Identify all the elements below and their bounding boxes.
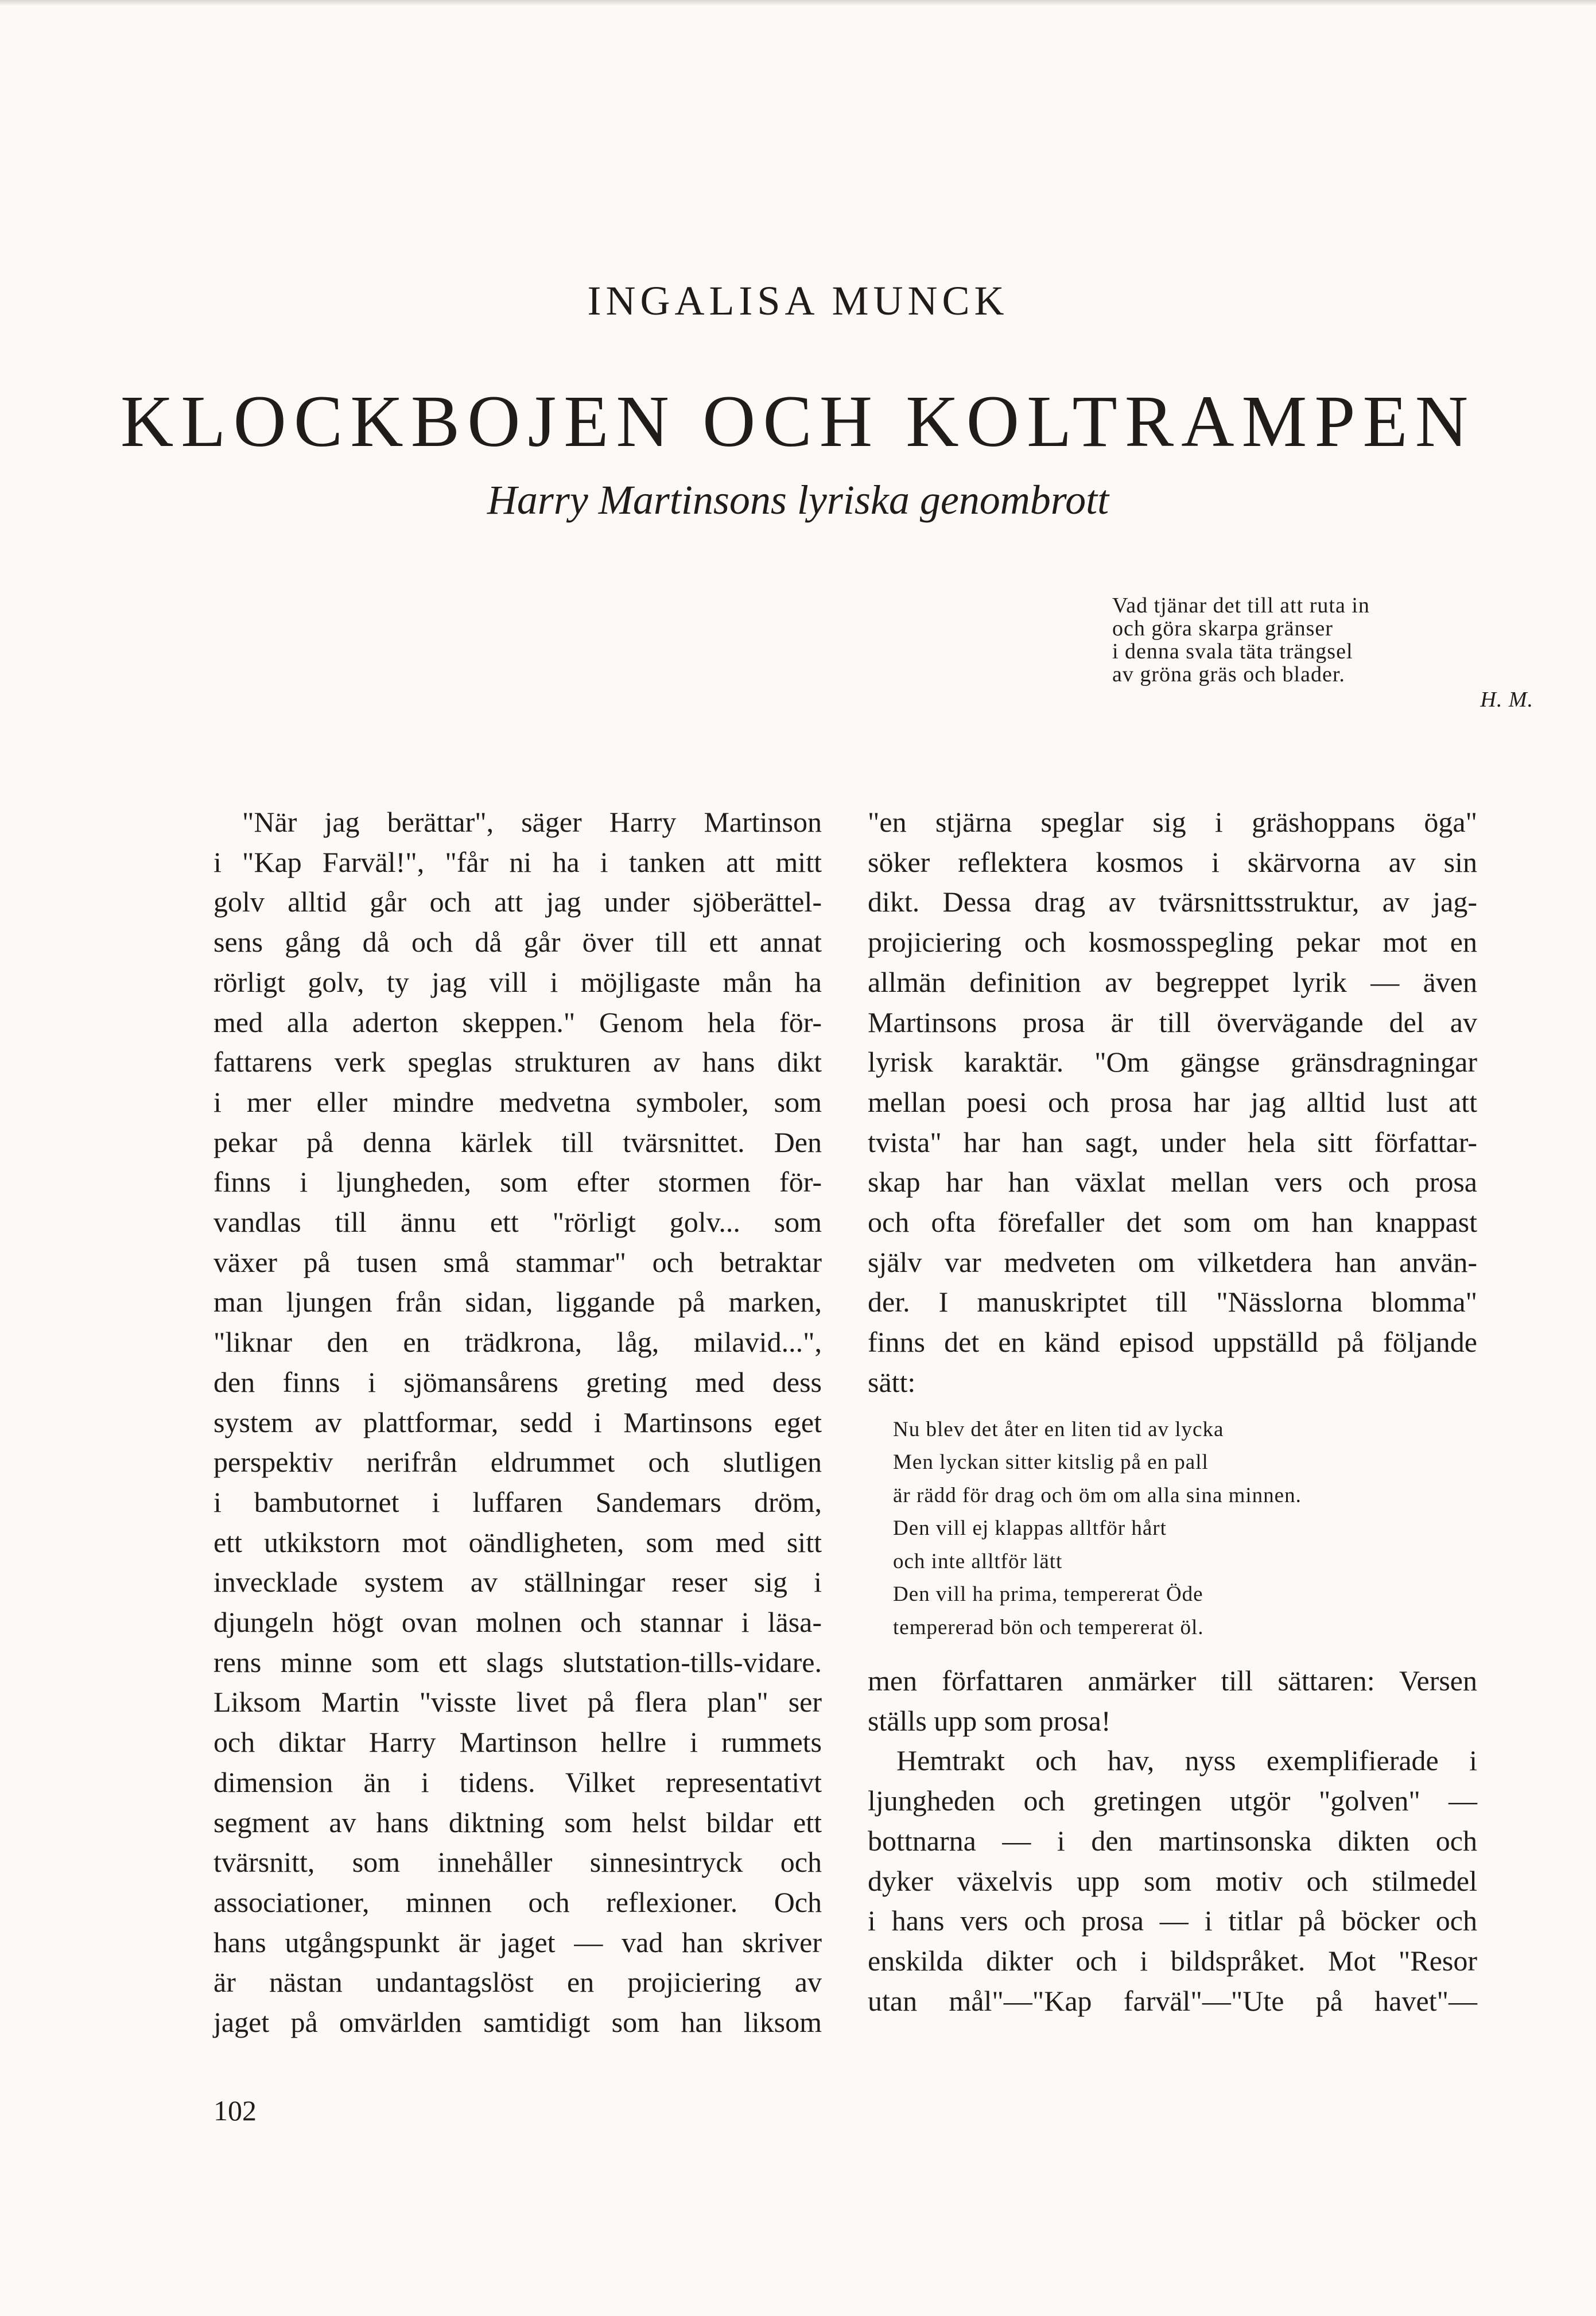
text-line: Martinsons prosa är till övervägande del av — [868, 1006, 1477, 1038]
poem-line: Den vill ej klappas alltför hårt — [893, 1516, 1167, 1541]
right-column — [868, 802, 1477, 2021]
text-line: lyrisk karaktär. "Om gängse gränsdragningar — [868, 1046, 1477, 1079]
text-line: är nästan undantagslöst en projiciering av — [213, 1966, 822, 1999]
text-line: finns det en känd episod uppställd på följande — [868, 1326, 1477, 1359]
text-line: och ofta förefaller det som om han knappast — [868, 1206, 1477, 1239]
text-line: tvärsnitt, som innehåller sinnesintryck och — [213, 1846, 822, 1879]
text-line: associationer, minnen och reflexioner. Och — [213, 1886, 822, 1918]
poem-block — [893, 1413, 1477, 1644]
text-line: fattarens verk speglas strukturen av hans dikt — [213, 1046, 822, 1079]
article-subtitle: Harry Martinsons lyriska genombrott — [487, 477, 1109, 523]
text-line: rens minne som ett slags slutstation-tills-vidare. — [213, 1646, 822, 1678]
text-line: projiciering och kosmosspegling pekar mot en — [868, 926, 1477, 959]
text-line: växer på tusen små stammar" och betraktar — [213, 1246, 822, 1278]
text-line: Liksom Martin "visste livet på flera plan" ser — [213, 1686, 822, 1718]
poem-line: Den vill ha prima, tempererat Öde — [893, 1582, 1203, 1607]
text-line: ett utkikstorn mot oändligheten, som med sitt — [213, 1526, 822, 1558]
text-line: i bambutornet i luffaren Sandemars dröm, — [213, 1485, 822, 1518]
text-line: den finns i sjömansårens greting med dess — [213, 1365, 822, 1398]
text-line: "När jag berättar", säger Harry Martinson — [242, 806, 822, 838]
text-line: finns i ljungheden, som efter stormen för- — [213, 1166, 822, 1198]
text-line: tvista" har han sagt, under hela sitt författar- — [868, 1126, 1477, 1158]
text-line: själv var medveten om vilketdera han använ- — [868, 1246, 1477, 1278]
text-line: hans utgångspunkt är jaget — vad han skriver — [213, 1926, 822, 1958]
text-line: pekar på denna kärlek till tvärsnittet. Den — [213, 1126, 822, 1158]
text-line: "liknar den en trädkrona, låg, milavid...", — [213, 1326, 822, 1359]
text-line: vandlas till ännu ett "rörligt golv... som — [213, 1206, 822, 1239]
poem-line: Nu blev det åter en liten tid av lycka — [893, 1417, 1224, 1441]
text-line: perspektiv nerifrån eldrummet och slutligen — [213, 1446, 822, 1479]
poem-line: och inte alltför lätt — [893, 1549, 1063, 1573]
article-title: KLOCKBOJEN OCH KOLTRAMPEN — [120, 381, 1476, 462]
text-line: jaget på omvärlden samtidigt som han liksom — [213, 2006, 822, 2039]
text-line: mellan poesi och prosa har jag alltid lust att — [868, 1085, 1477, 1118]
page-edge-shadow — [0, 0, 1596, 6]
text-line: dikt. Dessa drag av tvärsnittsstruktur, av jag- — [868, 886, 1477, 918]
poem-line: Men lyckan sitter kitslig på en pall — [893, 1450, 1209, 1475]
text-line: der. I manuskriptet till "Nässlorna blomma" — [868, 1286, 1477, 1318]
text-line: allmän definition av begreppet lyrik — även — [868, 965, 1477, 998]
text-line: man ljungen från sidan, liggande på marken, — [213, 1286, 822, 1318]
left-column — [213, 802, 822, 2043]
text-line: system av plattformar, sedd i Martinsons eget — [213, 1406, 822, 1438]
text-line: men författaren anmärker till sättaren: Versen — [868, 1665, 1477, 1697]
text-line: skap har han växlat mellan vers och prosa — [868, 1166, 1477, 1198]
text-line: Hemtrakt och hav, nyss exemplifierade i — [896, 1744, 1477, 1777]
epigraph-line: i denna svala täta trängsel — [1112, 639, 1353, 664]
text-line: djungeln högt ovan molnen och stannar i läsa- — [213, 1606, 822, 1639]
epigraph-signature: H. M. — [1480, 688, 1533, 712]
page-number: 102 — [213, 2094, 257, 2127]
text-line: dyker växelvis upp som motiv och stilmedel — [868, 1864, 1477, 1897]
text-line: enskilda dikter och i bildspråket. Mot "Resor — [868, 1944, 1477, 1977]
author-name: INGALISA MUNCK — [587, 278, 1009, 324]
text-line: med alla aderton skeppen." Genom hela för- — [213, 1006, 822, 1038]
epigraph-line: Vad tjänar det till att ruta in — [1112, 593, 1370, 618]
epigraph-line: av gröna gräs och blader. — [1112, 662, 1345, 686]
text-line: bottnarna — i den martinsonska dikten och — [868, 1824, 1477, 1857]
poem-line: tempererad bön och tempererat öl. — [893, 1615, 1204, 1639]
text-line: sätt: — [868, 1365, 916, 1398]
epigraph — [1112, 594, 1548, 711]
text-line: ställs upp som prosa! — [868, 1704, 1111, 1737]
text-line: i mer eller mindre medvetna symboler, som — [213, 1085, 822, 1118]
text-line: segment av hans diktning som helst bildar ett — [213, 1806, 822, 1838]
text-line: utan mål"—"Kap farväl"—"Ute på havet"— — [868, 1984, 1477, 2017]
poem-line: är rädd för drag och öm om alla sina minnen. — [893, 1483, 1302, 1507]
text-line: ljungheden och gretingen utgör "golven" — — [868, 1784, 1477, 1817]
text-line: invecklade system av ställningar reser sig i — [213, 1566, 822, 1599]
text-line: i "Kap Farväl!", "får ni ha i tanken att mitt — [213, 845, 822, 878]
text-line: golv alltid går och att jag under sjöberättel- — [213, 886, 822, 918]
text-line: söker reflektera kosmos i skärvorna av sin — [868, 845, 1477, 878]
text-line: dimension än i tidens. Vilket representativt — [213, 1766, 822, 1798]
epigraph-line: och göra skarpa gränser — [1112, 616, 1333, 641]
text-line: rörligt golv, ty jag vill i möjligaste mån ha — [213, 965, 822, 998]
text-line: i hans vers och prosa — i titlar på böcker och — [868, 1904, 1477, 1937]
text-line: sens gång då och då går över till ett annat — [213, 926, 822, 959]
text-line: och diktar Harry Martinson hellre i rummets — [213, 1726, 822, 1759]
text-line: "en stjärna speglar sig i gräshoppans öga" — [868, 806, 1477, 838]
